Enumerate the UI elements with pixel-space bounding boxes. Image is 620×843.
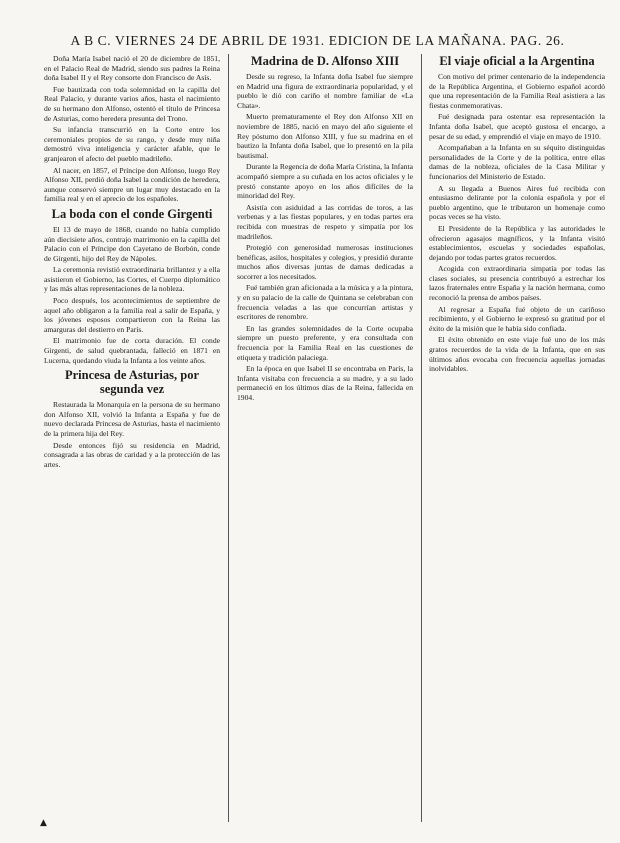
- paragraph: En la época en que Isabel II se encontraba en París, la Infanta visitaba con frecuencia a su madre, y a su lado permaneció en los últimos días de la Reina, fallecida en 1904.: [237, 364, 413, 402]
- paragraph: En las grandes solemnidades de la Corte ocupaba siempre un puesto preferente, y era consultada con frecuencia por la Familia Real en las cuestiones de etiqueta y tradición palaciega.: [237, 323, 413, 362]
- section-heading-boda: La boda con el conde Girgenti: [51, 206, 213, 221]
- print-mark-arrow-icon: ▲: [40, 818, 47, 828]
- section-heading-madrina: Madrina de D. Alfonso XIII: [250, 54, 400, 68]
- paragraph: El éxito obtenido en este viaje fué uno de los más gratos recuerdos de la vida de la Infanta, que en sus últimos años evocaba con frecuencia aquellas jornadas inolvidables.: [429, 335, 605, 374]
- section-heading-princesa: Princesa de Asturias, por segunda vez: [64, 368, 200, 397]
- paragraph: El Presidente de la República y las autoridades le ofrecieron agasajos magníficos, y la Infanta visitó establecimientos, escuelas y sociedades españolas, dejando por todas partes gratos recuerdos.: [429, 223, 605, 262]
- paragraph: Muerto prematuramente el Rey don Alfonso XII en noviembre de 1885, nació en mayo del año siguiente el Rey póstumo don Alfonso XIII, y fue su madrina en el bautizo la Infanta doña Isabel, que lo presentó en la pila bautismal.: [237, 112, 413, 160]
- paragraph: El 13 de mayo de 1868, cuando no había cumplido aún diecisiete años, contrajo matrimonio en la capilla del Palacio con el Príncipe don Cayetano de Borbón, conde de Girgenti, hijo del Rey de Nápoles.: [44, 224, 220, 263]
- paragraph: Fué designada para ostentar esa representación la Infanta doña Isabel, que aceptó gustosa el encargo, a pesar de su edad, y emprendió el viaje en mayo de 1910.: [429, 112, 605, 141]
- column-divider: [421, 54, 422, 822]
- section-heading-argentina: El viaje oficial a la Argentina: [439, 54, 595, 68]
- column-divider: [228, 54, 229, 822]
- paragraph: Con motivo del primer centenario de la independencia de la República Argentina, el Gobierno español acordó que una representación de la Familia Real asistiera a las fiestas conmemorativas.: [429, 72, 605, 110]
- paragraph: Al regresar a España fué objeto de un cariñoso recibimiento, y el Gobierno le expresó su gratitud por el éxito de la misión que le había sido confiada.: [429, 304, 605, 333]
- paragraph: Al nacer, en 1857, el Príncipe don Alfonso, luego Rey Alfonso XII, perdió doña Isabel la condición de heredera, aunque conservó siempre un lugar muy destacado en la familia real y en el aprecio de los españoles.: [44, 165, 220, 204]
- paragraph: Su infancia transcurrió en la Corte entre los ceremoniales propios de su rango, y desde muy niña demostró viva inteligencia y carácter afable, que le granjearon el afecto del pueblo madrileño.: [44, 125, 220, 163]
- paragraph: Acompañaban a la Infanta en su séquito distinguidas personalidades de la Corte y de la política, entre ellas damas de la nobleza, oficiales de la Casa Militar y funcionarios del Ministerio de Estado.: [429, 143, 605, 181]
- paragraph: La ceremonia revistió extraordinaria brillantez y a ella asistieron el Gobierno, las Cortes, el Cuerpo diplomático y las más altas representaciones de la nobleza.: [44, 265, 220, 294]
- column-1: [44, 54, 220, 824]
- paragraph: Acogida con extraordinaria simpatía por todas las clases sociales, su presencia contribuyó a estrechar los lazos fraternales entre España y la nación hermana, como reconoció la prensa de ambos países.: [429, 264, 605, 303]
- paragraph: Protegió con generosidad numerosas instituciones benéficas, asilos, hospitales y colegios, y presidió durante muchos años diversas juntas de damas dedicadas a socorrer a los necesitados.: [237, 243, 413, 281]
- paragraph: Desde entonces fijó su residencia en Madrid, consagrada a las obras de caridad y a la protección de las artes.: [44, 440, 220, 469]
- column-2: [237, 54, 413, 824]
- paragraph: Restaurada la Monarquía en la persona de su hermano don Alfonso XII, volvió la Infanta a España y fue de nuevo declarada Princesa de Asturias, hasta el nacimiento de la primera hija del Rey.: [44, 400, 220, 438]
- paragraph: El matrimonio fue de corta duración. El conde Girgenti, de salud quebrantada, falleció en 1871 en Lucerna, quedando viuda la Infanta a los veinte años.: [44, 336, 220, 365]
- page-header: A B C. VIERNES 24 DE ABRIL DE 1931. EDICION DE LA MAÑANA. PAG. 26.: [70, 33, 565, 48]
- paragraph: Durante la Regencia de doña María Cristina, la Infanta acompañó siempre a su cuñada en los actos oficiales y le prestó constante apoyo en los años difíciles de la minoridad del Rey.: [237, 162, 413, 201]
- paragraph: Asistía con asiduidad a las corridas de toros, a las verbenas y a las fiestas populares, y en todas partes era recibida con muestras de respeto y simpatía por los madrileños.: [237, 202, 413, 241]
- paragraph: Poco después, los acontecimientos de septiembre de aquel año obligaron a la familia real a salir de España, y los jóvenes esposos compartieron con la Reina las amarguras del destierro en París.: [44, 296, 220, 334]
- paragraph: Doña María Isabel nació el 20 de diciembre de 1851, en el Palacio Real de Madrid, siendo sus padres la Reina doña Isabel II y el Rey consorte don Francisco de Asís.: [44, 54, 220, 83]
- paragraph: Desde su regreso, la Infanta doña Isabel fue siempre en Madrid una figura de extraordinaria popularidad, y el pueblo le dió con cariño el nombre familiar de «La Chata».: [237, 72, 413, 110]
- paragraph: Fue bautizada con toda solemnidad en la capilla del Real Palacio, y durante varios años, hasta el nacimiento de su hermano don Alfonso, ostentó el título de Princesa de Asturias, como heredera presunta del Trono.: [44, 84, 220, 123]
- paragraph: A su llegada a Buenos Aires fué recibida con entusiasmo delirante por la colonia española y por el pueblo argentino, que le tributaron un homenaje como pocas veces se ha visto.: [429, 183, 605, 222]
- paragraph: Fué también gran aficionada a la música y a la pintura, y en su palacio de la calle de Quintana se celebraban con frecuencia veladas a las que concurrían artistas y escritores de renombre.: [237, 283, 413, 322]
- column-3: [429, 54, 605, 824]
